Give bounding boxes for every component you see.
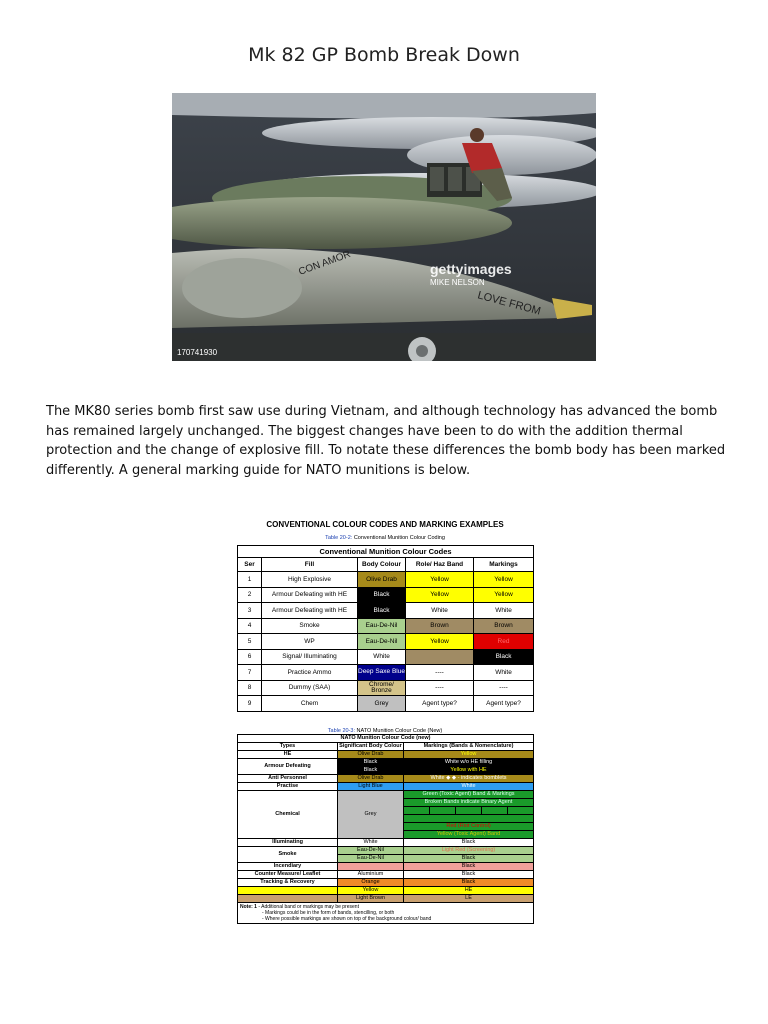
- body-colour-cell: Black: [358, 603, 406, 619]
- body-colour-cell: Eau-De-Nil: [338, 847, 404, 855]
- body-colour-cell: Eau-De-Nil: [358, 618, 406, 634]
- bomb-graffiti-right: LOVE FROM: [476, 289, 542, 318]
- fill-cell: Signal/ Illuminating: [262, 649, 358, 665]
- markings-cell: Yellow: [404, 751, 534, 759]
- body-paragraph: The MK80 series bomb first saw use during Vietnam, and although technology has advanced the bomb has remained largely unchanged. The biggest changes have been to do with the addition thermal protection and the change of explosive fill. To notate these differences the bomb body has been marked differently. A general marking guide for NATO munitions is below.: [46, 404, 726, 478]
- body-colour-cell: White: [358, 649, 406, 665]
- table-row: [238, 572, 534, 588]
- table-row: [238, 791, 534, 799]
- table-note-row: [238, 903, 534, 924]
- table2-title: NATO Munition Colour Code (new): [238, 735, 534, 743]
- fill-cell: Smoke: [262, 618, 358, 634]
- bomb-graffiti-left: CON AMOR: [297, 248, 353, 278]
- markings-cell: Brown: [474, 618, 534, 634]
- type-cell: Armour Defeating: [238, 759, 338, 775]
- type-cell: Anti Personnel: [238, 775, 338, 783]
- body-colour-cell: Black: [338, 767, 404, 775]
- table-row: [238, 895, 534, 903]
- conventional-colour-table: [237, 545, 534, 712]
- table2-col-markings: Markings (Bands & Nomenclature): [404, 743, 534, 751]
- type-cell: Incendiary: [238, 863, 338, 871]
- type-cell: [238, 887, 338, 895]
- markings-cell: Yellow: [474, 587, 534, 603]
- note-line: - Markings could be in the form of bands, stencilling, or both: [262, 910, 395, 916]
- markings-cell: White w/o HE filling: [404, 759, 534, 767]
- markings-cell: Black: [474, 649, 534, 665]
- nato-colour-table: [237, 734, 534, 924]
- table1-col-ser: Ser: [238, 558, 262, 572]
- table-row: [238, 618, 534, 634]
- table1-caption-num: Table 20-2:: [325, 535, 353, 541]
- bomb-photo: [172, 93, 596, 361]
- binary-band-cell: [456, 807, 482, 815]
- body-colour-cell: Eau-De-Nil: [338, 855, 404, 863]
- ser-cell: 7: [238, 665, 262, 681]
- table-row: [238, 887, 534, 895]
- body-colour-cell: Light Brown: [338, 895, 404, 903]
- fill-cell: WP: [262, 634, 358, 650]
- body-colour-cell: Grey: [358, 696, 406, 712]
- markings-cell: LE: [404, 895, 534, 903]
- band-cell: ----: [406, 680, 474, 696]
- body-colour-cell: Aluminium: [338, 871, 404, 879]
- table-note: [238, 903, 534, 924]
- body-colour-cell: Olive Drab: [358, 572, 406, 588]
- table2-caption-num: Table 20-3:: [327, 728, 355, 734]
- table1-col-band: Role/ Haz Band: [406, 558, 474, 572]
- ser-cell: 5: [238, 634, 262, 650]
- body-colour-cell: Black: [358, 587, 406, 603]
- ser-cell: 1: [238, 572, 262, 588]
- markings-cell: Black: [404, 871, 534, 879]
- type-cell: Smoke: [238, 847, 338, 863]
- fill-cell: Dummy (SAA): [262, 680, 358, 696]
- ser-cell: 6: [238, 649, 262, 665]
- ser-cell: 8: [238, 680, 262, 696]
- band-cell: Agent type?: [406, 696, 474, 712]
- type-cell: Counter Measure/ Leaflet: [238, 871, 338, 879]
- markings-cell: Yellow (Toxic Agent) Band: [404, 831, 534, 839]
- markings-cell: Black: [404, 863, 534, 871]
- type-cell: HE: [238, 751, 338, 759]
- type-cell: [238, 895, 338, 903]
- fill-cell: Armour Defeating with HE: [262, 587, 358, 603]
- table1-title: Conventional Munition Colour Codes: [238, 546, 534, 558]
- band-cell: Brown: [406, 618, 474, 634]
- markings-cell: White: [474, 603, 534, 619]
- body-colour-cell: Deep Saxe Blue: [358, 665, 406, 681]
- table1-caption: [237, 535, 533, 541]
- table1-col-fill: Fill: [262, 558, 358, 572]
- body-colour-cell: White: [338, 839, 404, 847]
- markings-cell: White: [404, 783, 534, 791]
- table-row: [238, 680, 534, 696]
- table-row: [238, 847, 534, 855]
- note-label: Note: 1: [240, 904, 257, 910]
- binary-band-cell: [508, 807, 534, 815]
- body-colour-cell: Chrome/ Bronze: [358, 680, 406, 696]
- binary-band-cell: [430, 807, 456, 815]
- table2-col-types: Types: [238, 743, 338, 751]
- body-colour-cell: Eau-De-Nil: [358, 634, 406, 650]
- band-cell: Yellow: [406, 634, 474, 650]
- body-colour-cell: Light Red: [338, 863, 404, 871]
- body-colour-cell: Light Blue: [338, 783, 404, 791]
- band-cell: Yellow: [406, 587, 474, 603]
- table1-col-markings: Markings: [474, 558, 534, 572]
- table-row: [238, 665, 534, 681]
- table1-col-body: Body Colour: [358, 558, 406, 572]
- markings-cell: Broken Bands indicate Binary Agent: [404, 799, 534, 807]
- table-row: [238, 871, 534, 879]
- table-row: [238, 775, 534, 783]
- ser-cell: 3: [238, 603, 262, 619]
- body-colour-cell: Black: [338, 759, 404, 767]
- table-row: [238, 634, 534, 650]
- table-row: [238, 649, 534, 665]
- markings-cell: Black: [404, 879, 534, 887]
- table-row: [238, 587, 534, 603]
- markings-cell: Black: [404, 855, 534, 863]
- ser-cell: 2: [238, 587, 262, 603]
- body-colour-cell: Yellow: [338, 887, 404, 895]
- table-row: [238, 839, 534, 847]
- body-colour-cell: Olive Drab: [338, 775, 404, 783]
- table2-col-body: Significant Body Colour: [339, 743, 402, 749]
- band-cell: ----: [406, 665, 474, 681]
- fill-cell: Practice Ammo: [262, 665, 358, 681]
- note-line: - Where possible markings are shown on top of the background colour/ band: [262, 916, 432, 922]
- page-title: Mk 82 GP Bomb Break Down: [248, 44, 520, 66]
- markings-cell: Agent type?: [474, 696, 534, 712]
- markings-cell: Yellow: [474, 572, 534, 588]
- fill-cell: High Explosive: [262, 572, 358, 588]
- markings-cell: Black: [404, 839, 534, 847]
- table-row: [238, 759, 534, 767]
- type-cell: Practise: [238, 783, 338, 791]
- watermark-text: gettyimages: [430, 261, 512, 277]
- binary-band-cell: [482, 807, 508, 815]
- band-cell: Yellow: [406, 572, 474, 588]
- ser-cell: 4: [238, 618, 262, 634]
- type-cell: Tracking & Recovery: [238, 879, 338, 887]
- photo-watermark: [430, 261, 512, 287]
- table-row: [238, 751, 534, 759]
- fill-cell: Chem: [262, 696, 358, 712]
- body-colour-cell: Grey: [338, 791, 404, 839]
- photo-id: 170741930: [177, 348, 218, 357]
- band-cell: White: [406, 603, 474, 619]
- markings-cell: Light Red (Screening): [404, 847, 534, 855]
- ser-cell: 9: [238, 696, 262, 712]
- markings-cell: Green (Toxic Agent) Band & Markings: [404, 791, 534, 799]
- type-cell: Illuminating: [238, 839, 338, 847]
- markings-cell: Red: [474, 634, 534, 650]
- table-row: [238, 879, 534, 887]
- body-colour-cell: Orange: [338, 879, 404, 887]
- binary-band-cell: [404, 807, 430, 815]
- markings-cell: White ◆ ◆ - indicates bomblets: [404, 775, 534, 783]
- table2-caption-text: NATO Munition Colour Code (New): [356, 728, 443, 734]
- table-row: [238, 783, 534, 791]
- photo-credit: MIKE NELSON: [430, 278, 485, 287]
- markings-cell: HE: [404, 887, 534, 895]
- fill-cell: Armour Defeating with HE: [262, 603, 358, 619]
- note-line: - Additional band or markings may be present: [258, 904, 359, 910]
- table-row: [238, 603, 534, 619]
- body-colour-cell: Olive Drab: [338, 751, 404, 759]
- table1-caption-text: Conventional Munition Colour Coding: [353, 535, 445, 541]
- table-row: [238, 696, 534, 712]
- band-cell: [406, 649, 474, 665]
- markings-cell: Yellow with HE: [404, 767, 534, 775]
- table-row: [238, 863, 534, 871]
- markings-cell: [404, 815, 534, 823]
- type-cell: Chemical: [238, 791, 338, 839]
- table1-heading: CONVENTIONAL COLOUR CODES AND MARKING EXAMPLES: [266, 520, 504, 529]
- markings-cell: ----: [474, 680, 534, 696]
- markings-cell: Red (Riot Control): [404, 823, 534, 831]
- markings-cell: White: [474, 665, 534, 681]
